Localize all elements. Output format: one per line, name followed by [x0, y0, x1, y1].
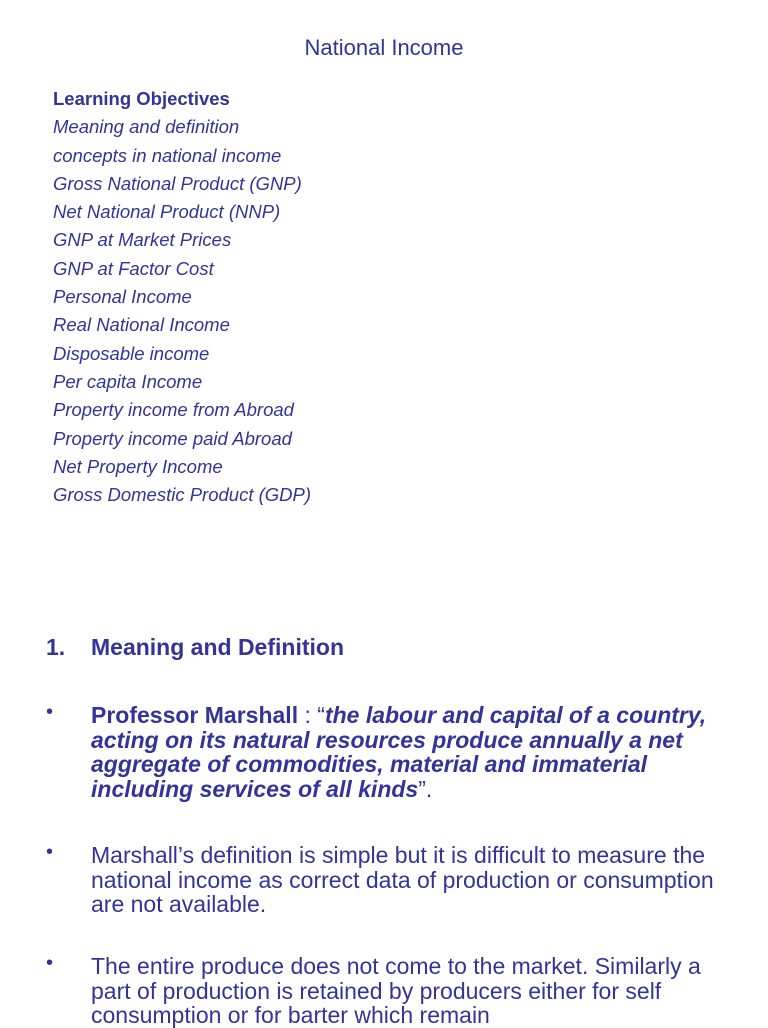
section-title: Meaning and Definition — [91, 634, 344, 660]
quote-open: : “ — [298, 702, 325, 728]
objective-item: Gross Domestic Product (GDP) — [53, 484, 312, 506]
section-number: 1. — [46, 634, 66, 660]
objective-item: concepts in national income — [53, 144, 282, 166]
objective-item: GNP at Factor Cost — [53, 257, 214, 279]
objective-item: Property income paid Abroad — [53, 427, 292, 449]
objective-item: Per capita Income — [53, 370, 203, 392]
objective-item: Property income from Abroad — [53, 399, 294, 421]
bullet-text: The entire produce does not come to the market. Similarly a part of production is retained by producers either for self consumption or for barter which remain — [91, 953, 701, 1028]
objective-item: Disposable income — [53, 342, 210, 364]
learning-objectives — [53, 85, 311, 509]
objective-item: Gross National Product (GNP) — [53, 172, 302, 194]
objective-item: Personal Income — [53, 286, 192, 308]
bullet-text — [91, 703, 716, 801]
objectives-heading: Learning Objectives — [53, 88, 230, 109]
bullet-icon: • — [46, 701, 54, 723]
objective-item: Meaning and definition — [53, 116, 240, 138]
quote-close: ”. — [418, 775, 433, 802]
bullet-produce — [46, 954, 716, 1028]
objective-item: Net Property Income — [53, 455, 223, 477]
section-heading — [46, 632, 344, 662]
bullet-text: Marshall’s definition is simple but it is difficult to measure the national income as correct data of production or consumption are not available. — [91, 842, 714, 917]
bullet-icon: • — [46, 952, 54, 974]
author-name: Professor Marshall — [91, 702, 299, 728]
objective-item: GNP at Market Prices — [53, 229, 232, 251]
bullet-marshall-definition — [46, 703, 716, 801]
bullet-icon: • — [46, 841, 54, 863]
bullet-limitation — [46, 843, 716, 917]
definition-quote: the labour and capital of a country, acting on its natural resources produce annually a net aggregate of commodities, material and immaterial including services of all kinds — [91, 702, 707, 802]
objective-item: Real National Income — [53, 314, 230, 336]
objective-item: Net National Product (NNP) — [53, 201, 281, 223]
page-title: National Income — [304, 35, 464, 60]
